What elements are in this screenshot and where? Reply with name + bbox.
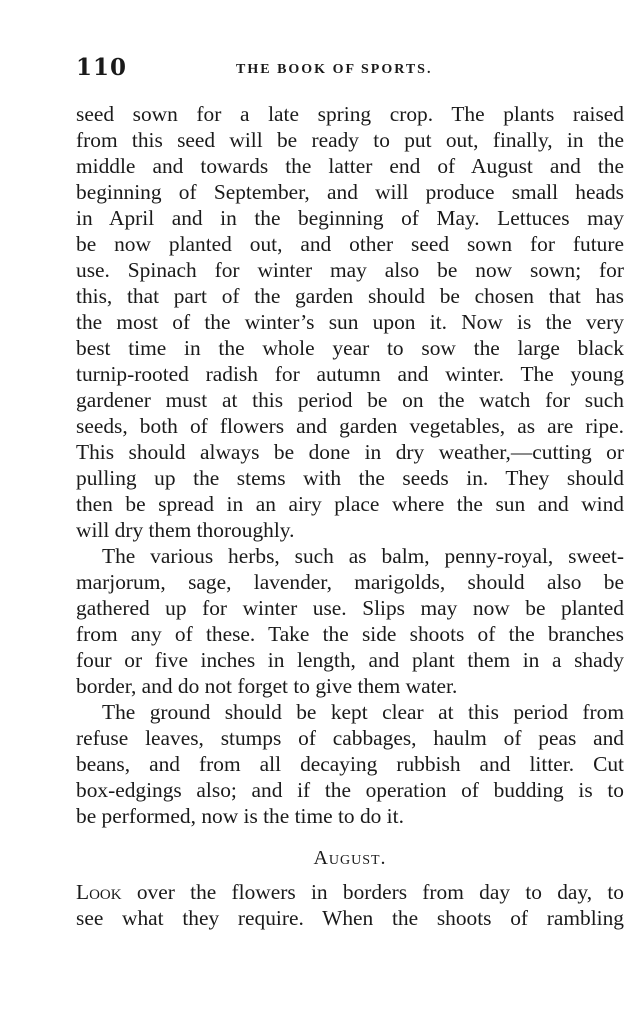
paragraph-2 bbox=[76, 543, 624, 699]
page-number: 110 bbox=[76, 54, 128, 81]
paragraph-1 bbox=[76, 101, 624, 543]
text-line: be now planted out, and other seed sown for future bbox=[76, 232, 624, 256]
text-line: beginning of September, and will produce small heads bbox=[76, 180, 624, 204]
text-line: The various herbs, such as balm, penny-royal, sweet- bbox=[102, 544, 624, 568]
text-line: seed sown for a late spring crop. The plants raised bbox=[76, 102, 624, 126]
section-heading: August. bbox=[313, 847, 387, 869]
text-line: beans, and from all decaying rubbish and litter. Cut bbox=[76, 752, 624, 776]
text-line bbox=[76, 879, 624, 905]
text-line: from any of these. Take the side shoots of the branches bbox=[76, 622, 624, 646]
page-body bbox=[76, 101, 624, 931]
text-line: in April and in the beginning of May. Lettuces may bbox=[76, 206, 624, 230]
text-line: the most of the winter’s sun upon it. Now is the very bbox=[76, 310, 624, 334]
text-line: then be spread in an airy place where the sun and wind bbox=[76, 492, 624, 516]
text-line: middle and towards the latter end of August and the bbox=[76, 154, 624, 178]
text-line: The ground should be kept clear at this period from bbox=[102, 700, 624, 724]
text-line: seeds, both of flowers and garden vegetables, as are ripe. bbox=[76, 414, 624, 438]
text-line: This should always be done in dry weather,—cutting or bbox=[76, 440, 624, 464]
text-line: be performed, now is the time to do it. bbox=[76, 804, 404, 828]
text-line: from this seed will be ready to put out, finally, in the bbox=[76, 128, 624, 152]
text-line: turnip-rooted radish for autumn and winter. The young bbox=[76, 362, 624, 386]
text-line: use. Spinach for winter may also be now sown; for bbox=[76, 258, 624, 282]
text-line: box-edgings also; and if the operation of budding is to bbox=[76, 778, 624, 802]
text-line: will dry them thoroughly. bbox=[76, 518, 295, 542]
text-line: refuse leaves, stumps of cabbages, haulm of peas and bbox=[76, 726, 624, 750]
paragraph-3 bbox=[76, 699, 624, 829]
text-line: best time in the whole year to sow the large black bbox=[76, 336, 624, 360]
text-line: gathered up for winter use. Slips may now be planted bbox=[76, 596, 624, 620]
text-line: see what they require. When the shoots of rambling bbox=[76, 906, 624, 930]
text-line: this, that part of the garden should be chosen that has bbox=[76, 284, 624, 308]
text-line: four or five inches in length, and plant them in a shady bbox=[76, 648, 624, 672]
lead-word: Look bbox=[76, 880, 122, 904]
lead-line-rest: over the flowers in borders from day to day, to bbox=[121, 880, 624, 904]
text-line: pulling up the stems with the seeds in. They should bbox=[76, 466, 624, 490]
running-title: THE BOOK OF SPORTS. bbox=[236, 62, 433, 77]
text-line: marjorum, sage, lavender, marigolds, should also be bbox=[76, 570, 624, 594]
text-line: border, and do not forget to give them water. bbox=[76, 674, 458, 698]
text-line: gardener must at this period be on the watch for such bbox=[76, 388, 624, 412]
paragraph-4 bbox=[76, 879, 624, 931]
page-header bbox=[76, 54, 624, 88]
